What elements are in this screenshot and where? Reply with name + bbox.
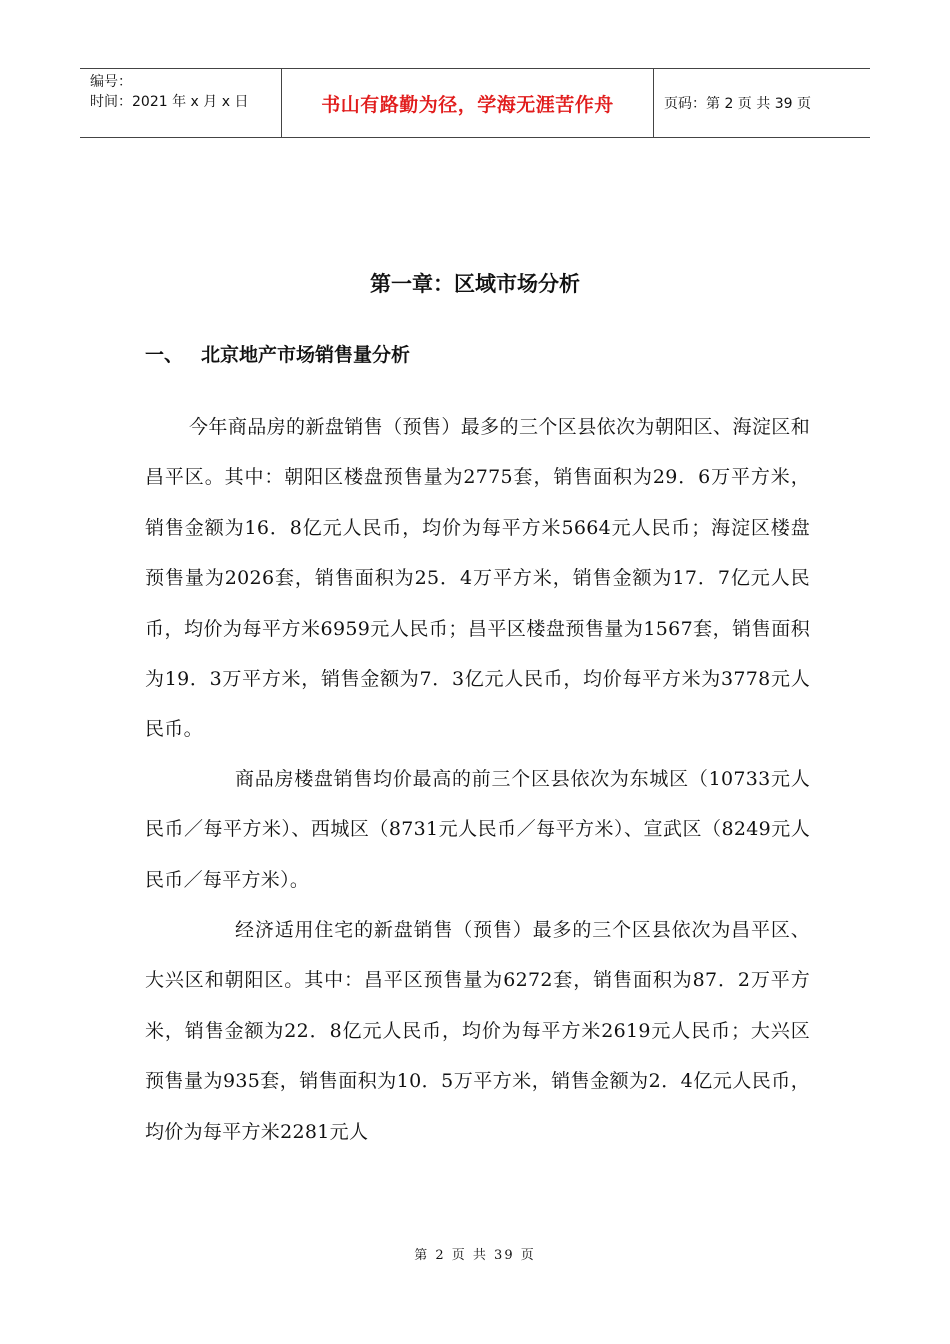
page-info-text: 页码：第 2 页 共 39 页: [664, 96, 811, 112]
paragraph-1: 今年商品房的新盘销售（预售）最多的三个区县依次为朝阳区、海淀区和昌平区。其中：朝阳区楼盘预售量为2775套，销售面积为29．6万平方米，销售金额为16．8亿元人民币，均价为每平方米5664元人民币；海淀区楼盘预售量为2026套，销售面积为25．4万平方米，销售金额为17．7亿元人民币，均价为每平方米6959元人民币；昌平区楼盘预售量为1567套，销售面积为19．3万平方米，销售金额为7．3亿元人民币，均价每平方米为3778元人民币。: [145, 416, 810, 741]
section-heading: [145, 340, 410, 367]
section-number: 一、: [145, 344, 184, 366]
header-motto: [282, 69, 654, 137]
paragraph-3: 经济适用住宅的新盘销售（预售）最多的三个区县依次为昌平区、大兴区和朝阳区。其中：昌平区预售量为6272套，销售面积为87．2万平方米，销售金额为22．8亿元人民币，均价为每平方米2619元人民币；大兴区预售量为935套，销售面积为10．5万平方米，销售金额为2．4亿元人民币，均价为每平方米2281元人: [145, 919, 810, 1143]
header-page-info: [654, 69, 870, 137]
section-heading-text: 北京地产市场销售量分析: [201, 344, 411, 366]
chapter-title: 第一章：区域市场分析: [370, 272, 580, 296]
serial-label: 编号：: [90, 74, 132, 90]
date-label: 时间：2021 年 x 月 x 日: [90, 94, 249, 110]
paragraph-2: 商品房楼盘销售均价最高的前三个区县依次为东城区（10733元人民币／每平方米）、西城区（8731元人民币／每平方米）、宣武区（8249元人民币／每平方米）。: [145, 768, 810, 891]
motto-text: 书山有路勤为径，学海无涯苦作舟: [321, 93, 614, 116]
page-header: [80, 68, 870, 138]
page-footer: 第 2 页 共 39 页: [414, 1248, 536, 1263]
header-meta: [80, 69, 282, 137]
